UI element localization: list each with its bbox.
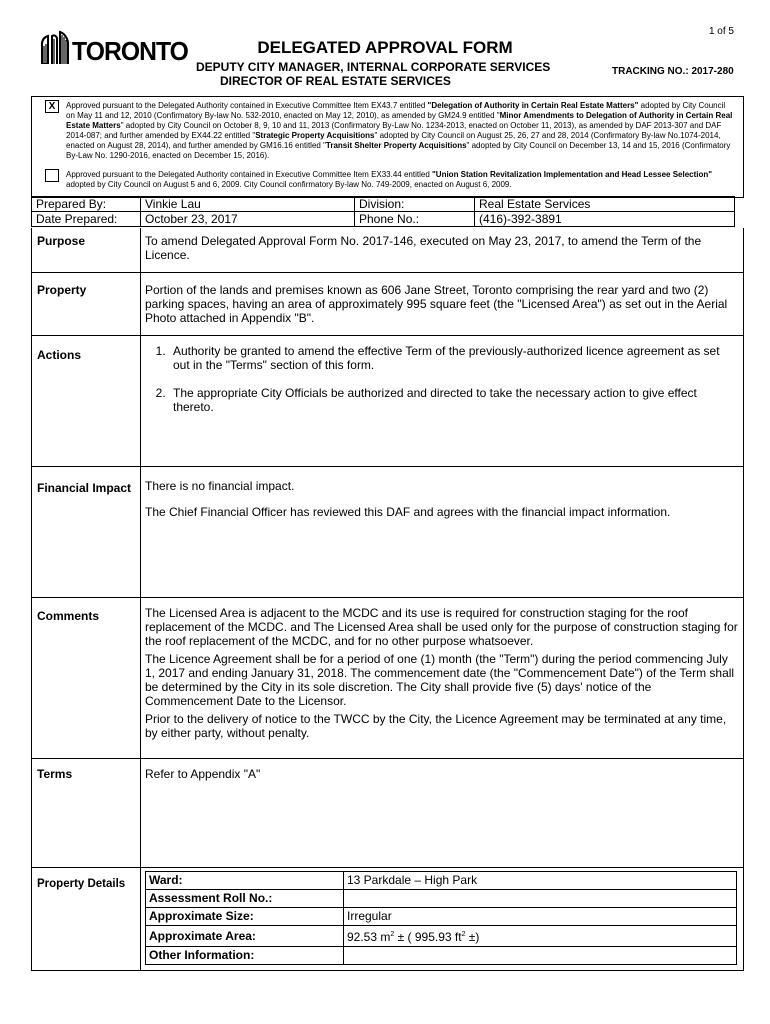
subtitle-deputy: DEPUTY CITY MANAGER, INTERNAL CORPORATE SERVICES (196, 60, 551, 74)
form-title: DELEGATED APPROVAL FORM (257, 38, 513, 57)
assessment-roll-label: Assessment Roll No.: (146, 890, 344, 908)
authority-box (31, 96, 744, 198)
property-details-section (31, 868, 744, 971)
division-label: Division: (355, 197, 475, 212)
phone-label: Phone No.: (355, 212, 475, 227)
financial-impact-text-1: There is no financial impact. (145, 479, 295, 493)
other-information-value (344, 947, 737, 965)
ward-value: 13 Parkdale – High Park (344, 872, 737, 890)
property-details-label: Property Details (37, 878, 126, 890)
phone-value: (416)-392-3891 (475, 212, 735, 227)
division-value: Real Estate Services (475, 197, 735, 212)
date-prepared-value: October 23, 2017 (141, 212, 355, 227)
tracking-number: TRACKING NO.: 2017-280 (612, 66, 734, 77)
ward-label: Ward: (146, 872, 344, 890)
subtitle-director: DIRECTOR OF REAL ESTATE SERVICES (220, 74, 451, 88)
action-item: 1. Authority be granted to amend the effective Term of the previously-authorized licence agreement as set out in the "Terms" section of this form. (169, 344, 739, 372)
property-label: Property (37, 283, 87, 297)
financial-impact-label: Financial Impact (37, 481, 132, 495)
purpose-label: Purpose (37, 234, 86, 248)
comments-text-2: The Licence Agreement shall be for a period of one (1) month (the "Term") during the period commencing July 1, 2017 and ending January 31, 2018. The commencement date (the "Commencement Date") of the Term shall be determined by the City in its sole discretion. The City shall provide five (5) days' notice of the Commencement Date to the Licensor. (145, 652, 735, 708)
approximate-area-label: Approximate Area: (146, 926, 344, 947)
actions-section (31, 336, 744, 467)
action-item: 2. The appropriate City Officials be authorized and directed to take the necessary action to give effect thereto. (169, 386, 739, 414)
purpose-text: To amend Delegated Approval Form No. 2017-146, executed on May 23, 2017, to amend the Term of the Licence. (145, 234, 702, 262)
authority-text-2: Approved pursuant to the Delegated Authority contained in Executive Committee Item EX33.44 entitled "Union Station Revitalization Implementation and Head Lessee Selection" adopted by City Council on August 5 and 6, 2009. City Council confirmatory By-law No. 749-2009, enacted on August 6, 2009. (66, 170, 713, 189)
comments-label: Comments (37, 609, 100, 623)
financial-impact-section (31, 467, 744, 598)
actions-label: Actions (37, 348, 82, 362)
assessment-roll-value (344, 890, 737, 908)
page-number: 1 of 5 (708, 26, 734, 37)
property-details-table (145, 871, 737, 965)
other-information-label: Other Information: (146, 947, 344, 965)
terms-text: Refer to Appendix "A" (145, 767, 261, 781)
approximate-size-value: Irregular (344, 908, 737, 926)
logo-wordmark: TORONTO (72, 36, 188, 66)
authority-checkbox-1[interactable]: X (45, 100, 59, 113)
purpose-section (31, 228, 744, 273)
comments-text-3: Prior to the delivery of notice to the TWCC by the City, the Licence Agreement may be terminated at any time, by either party, without penalty. (145, 712, 727, 740)
financial-impact-text-2: The Chief Financial Officer has reviewed this DAF and agrees with the financial impact information. (145, 505, 671, 519)
comments-section (31, 598, 744, 759)
approximate-area-value: 92.53 $m^2$ ± ( 995.93 $ft^2$ ±) (344, 926, 737, 947)
comments-text-1: The Licensed Area is adjacent to the MCDC and its use is required for construction staging for the roof replacement of the MCDC. and The Licensed Area shall be used only for the purpose of construction staging for the roof replacement of the MCDC, and for no other purpose whatsoever. (145, 606, 738, 648)
property-text: Portion of the lands and premises known as 606 Jane Street, Toronto comprising the rear yard and two (2) parking spaces, having an area of approximately 995 square feet (the "Licensed Area") as set out in the Aerial Photo attached in Appendix "B". (145, 283, 728, 325)
preparer-info-table (31, 196, 735, 227)
authority-checkbox-2[interactable] (45, 169, 59, 182)
date-prepared-label: Date Prepared: (32, 212, 141, 227)
actions-list (145, 344, 739, 428)
prepared-by-label: Prepared By: (32, 197, 141, 212)
terms-label: Terms (37, 767, 73, 781)
approximate-size-label: Approximate Size: (146, 908, 344, 926)
terms-section (31, 759, 744, 868)
prepared-by-value: Vinkie Lau (141, 197, 355, 212)
authority-text-1: Approved pursuant to the Delegated Authority contained in Executive Committee Item EX43.7 entitled "Delegation of Authority in Certain Real Estate Matters" adopted by City Council on May 11 and 12, 2010 (Confirmatory By-law No. 532-2010, enacted on May 12, 2010), as amended by GM24.9 entitled "Minor Amendments to Delegation of Authority in Certain Real Estate Matters" adopted by City Council on October 8, 9, 10 and 11, 2013 (Confirmatory By-Law No. 1234-2013, enacted on October 11, 2013), as amended by DAF 2013-307 and DAF 2014-087; and further amended by EX44.22 entitled "Strategic Property Acquisitions" adopted by City Council on August 25, 26, 27 and 28, 2014 (Confirmatory By-law No.1074-2014, enacted on August 28, 2014), and further amended by GM16.16 entitled "Transit Shelter Property Acquisitions" adopted by City Council on December 13, 14 and 15, 2016 (Confirmatory By-Law No. 1290-2016, enacted on December 15, 2016). (66, 101, 733, 160)
property-section (31, 273, 744, 336)
